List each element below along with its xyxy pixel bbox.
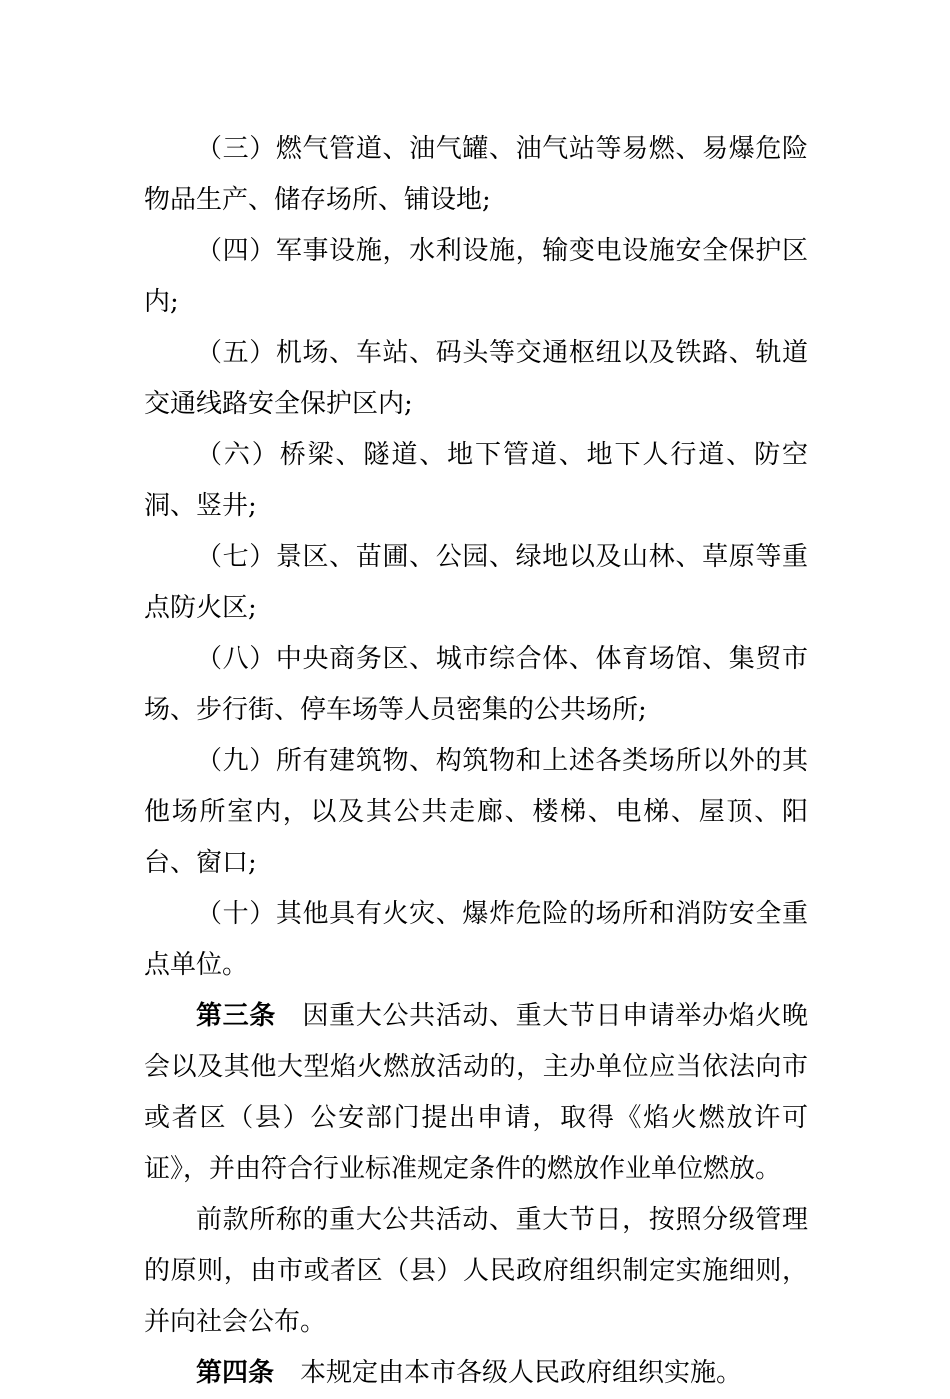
list-item-6: （六）桥梁、隧道、地下管道、地下人行道、防空洞、竖井; bbox=[144, 440, 808, 521]
list-item-4: （四）军事设施，水利设施，输变电设施安全保护区内; bbox=[144, 236, 808, 317]
list-item-10: （十）其他具有火灾、爆炸危险的场所和消防安全重点单位。 bbox=[144, 899, 808, 980]
list-item-3: （三）燃气管道、油气罐、油气站等易燃、易爆危险物品生产、储存场所、铺设地; bbox=[144, 134, 808, 215]
article-3 bbox=[144, 991, 808, 1195]
article-4-heading: 第四条 bbox=[196, 1358, 275, 1388]
document-body bbox=[144, 124, 808, 1399]
article-3-paragraph-2: 前款所称的重大公共活动、重大节日，按照分级管理的原则，由市或者区（县）人民政府组织制定实施细则，并向社会公布。 bbox=[144, 1205, 808, 1337]
article-4-text: 本规定由本市各级人民政府组织实施。 bbox=[274, 1358, 743, 1388]
list-item-7: （七）景区、苗圃、公园、绿地以及山林、草原等重点防火区; bbox=[144, 542, 808, 623]
list-item-9: （九）所有建筑物、构筑物和上述各类场所以外的其他场所室内，以及其公共走廊、楼梯、电梯、屋顶、阳台、窗口; bbox=[144, 746, 808, 878]
article-4 bbox=[144, 1348, 808, 1399]
article-3-text: 因重大公共活动、重大节日申请举办焰火晚会以及其他大型焰火燃放活动的，主办单位应当依法向市或者区（县）公安部门提出申请，取得《焰火燃放许可证》，并由符合行业标准规定条件的燃放作业单位燃放。 bbox=[144, 1001, 808, 1184]
list-item-5: （五）机场、车站、码头等交通枢纽以及铁路、轨道交通线路安全保护区内; bbox=[144, 338, 808, 419]
list-item-8: （八）中央商务区、城市综合体、体育场馆、集贸市场、步行街、停车场等人员密集的公共场所; bbox=[144, 644, 808, 725]
article-3-heading: 第三条 bbox=[196, 1001, 276, 1031]
